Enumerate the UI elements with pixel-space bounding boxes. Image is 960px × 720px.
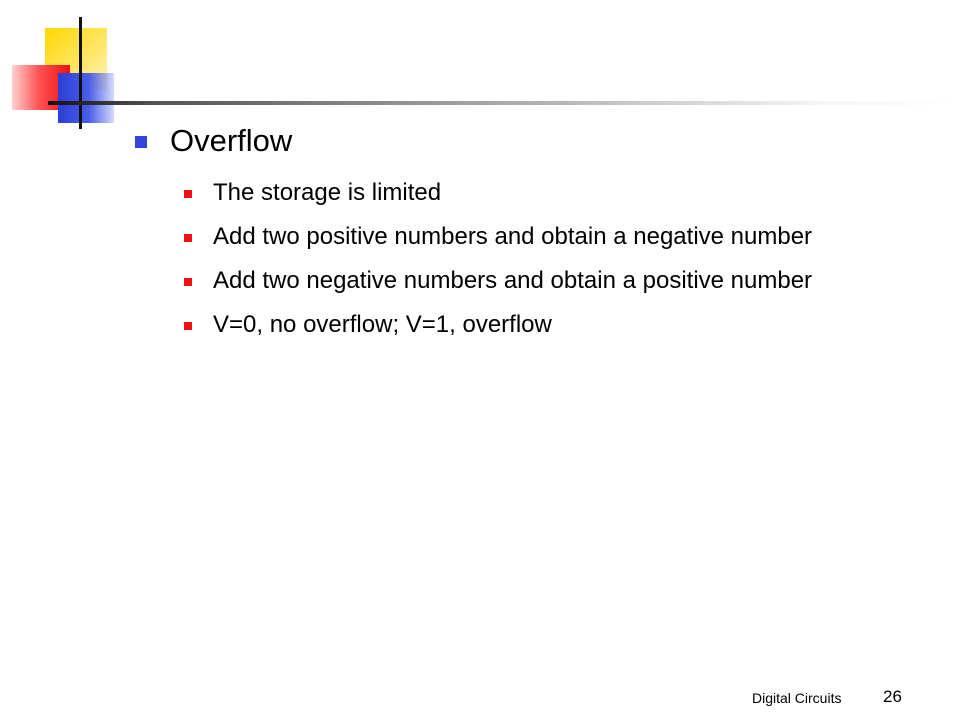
logo-blue-square [58, 73, 114, 123]
list-item [184, 310, 905, 340]
square-bullet-icon [184, 322, 192, 330]
list-item-text: Add two positive numbers and obtain a negative number [213, 223, 813, 250]
square-bullet-icon [184, 190, 192, 198]
square-bullet-icon [184, 278, 192, 286]
slide-body [135, 120, 905, 356]
square-bullet-icon [135, 136, 147, 148]
list-item [184, 178, 905, 208]
list-item-text: Add two negative numbers and obtain a positive number [213, 267, 813, 294]
list-item-text: V=0, no overflow; V=1, overflow [213, 311, 552, 338]
footer-label: Digital Circuits [752, 690, 842, 706]
page-number: 26 [883, 687, 902, 706]
level1-bullet-item [135, 120, 905, 162]
sub-bullet-list [184, 178, 905, 340]
list-item-text: The storage is limited [213, 179, 442, 206]
square-bullet-icon [184, 234, 192, 242]
title-divider-line [48, 101, 960, 105]
list-item [184, 266, 905, 296]
logo-vertical-line [79, 17, 82, 129]
bullet-heading: Overflow [170, 123, 293, 158]
list-item [184, 222, 905, 252]
